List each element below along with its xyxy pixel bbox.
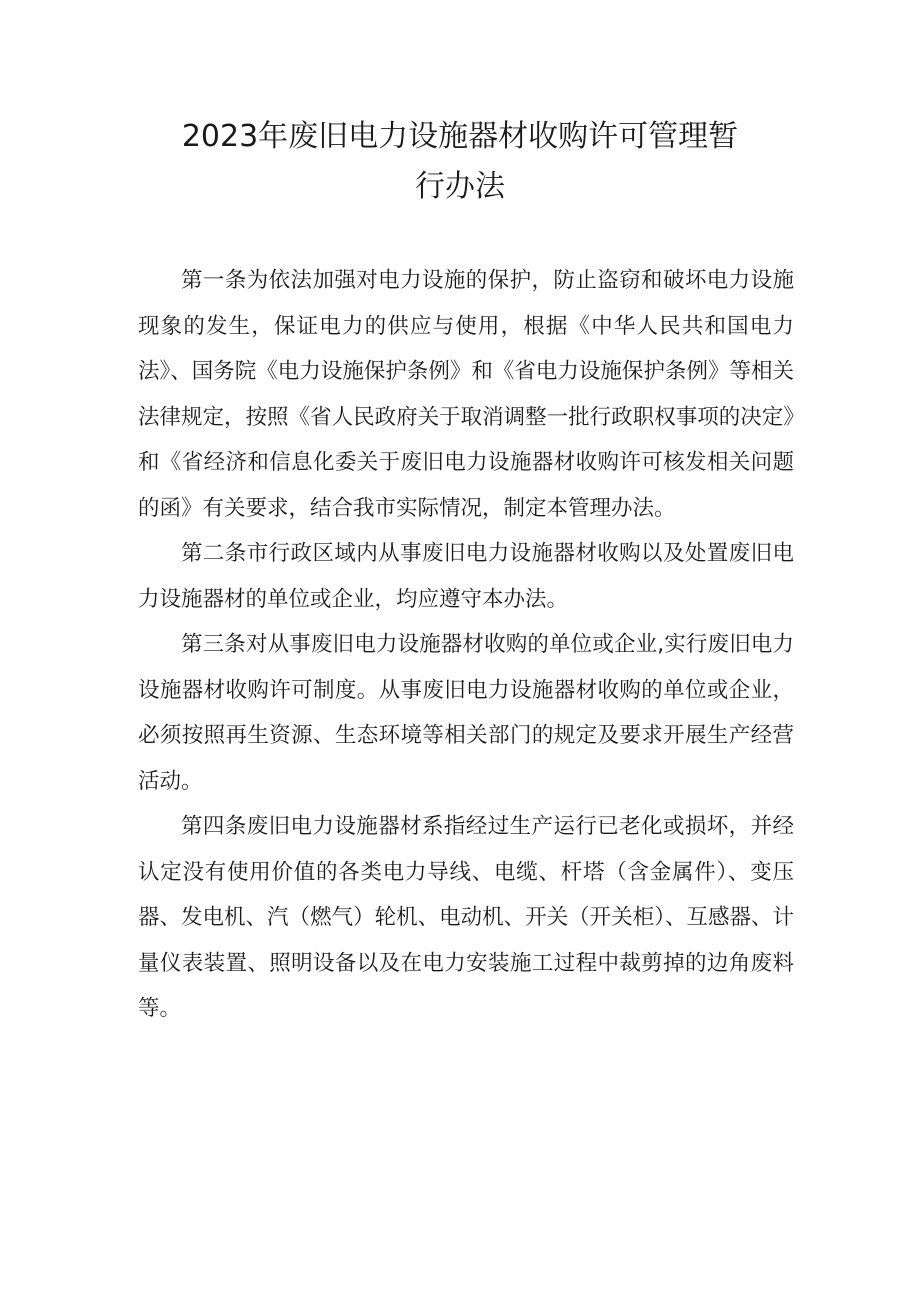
article-3-paragraph: 第三条对从事废旧电力设施器材收购的单位或企业,实行废旧电力设施器材收购许可制度。从事废旧电力设施器材收购的单位或企业，必须按照再生资源、生态环境等相关部门的规定及要求开展生产经营活动。 <box>138 632 794 794</box>
title-line-1: 2023年废旧电力设施器材收购许可管理暂 <box>181 119 739 154</box>
document-title <box>130 112 790 212</box>
title-line-2: 行办法 <box>415 169 505 204</box>
article-1-paragraph: 第一条为依法加强对电力设施的保护，防止盗窃和破坏电力设施现象的发生，保证电力的供应与使用，根据《中华人民共和国电力法》、国务院《电力设施保护条例》和《省电力设施保护条例》等相关法律规定，按照《省人民政府关于取消调整一批行政职权事项的决定》和《省经济和信息化委关于废旧电力设施器材收购许可核发相关问题的函》有关要求，结合我市实际情况，制定本管理办法。 <box>138 268 794 521</box>
article-4-paragraph: 第四条废旧电力设施器材系指经过生产运行已老化或损坏，并经认定没有使用价值的各类电力导线、电缆、杆塔（含金属件）、变压器、发电机、汽（燃气）轮机、电动机、开关（开关柜）、互感器、计量仪表装置、照明设备以及在电力安装施工过程中裁剪掉的边角废料等。 <box>138 814 794 1021</box>
article-2-paragraph: 第二条市行政区域内从事废旧电力设施器材收购以及处置废旧电力设施器材的单位或企业，均应遵守本办法。 <box>138 541 794 612</box>
document-body <box>138 258 794 1032</box>
